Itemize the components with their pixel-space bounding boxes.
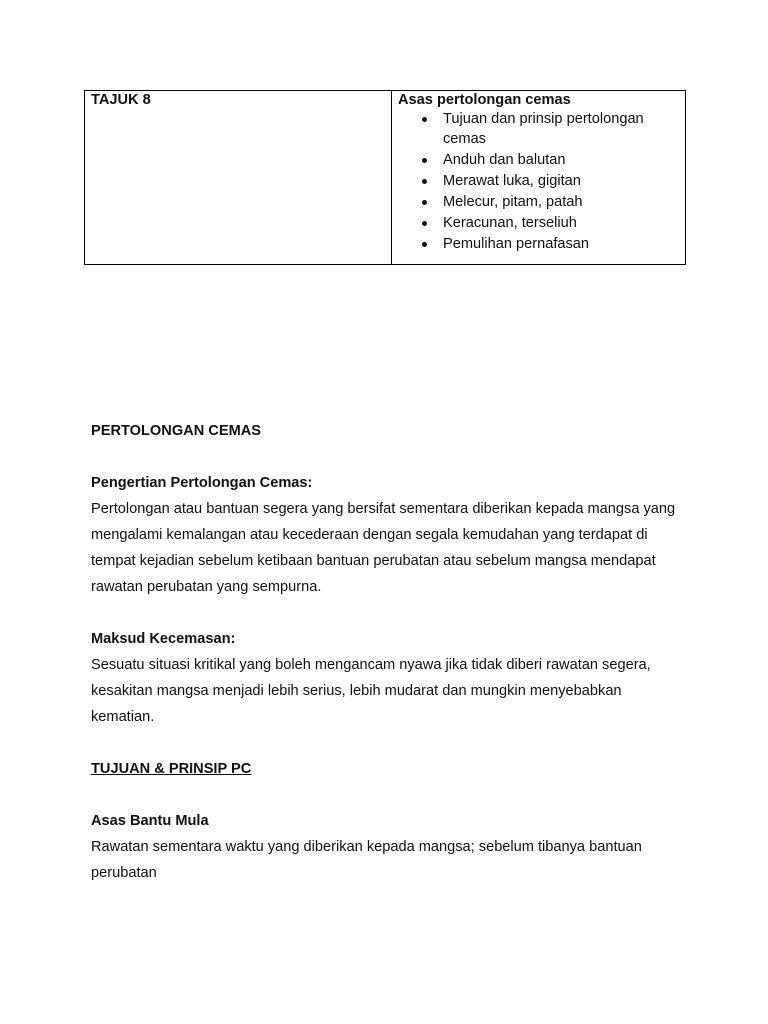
emergency-paragraph: Sesuatu situasi kritikal yang boleh mengancam nyawa jika tidak diberi rawatan segera, kesakitan mangsa menjadi lebih serius, lebih mudarat dan mungkin menyebabkan kematian. (91, 657, 651, 725)
topic-list-item: Anduh dan balutan (443, 151, 663, 171)
topic-list-item: Merawat luka, gigitan (443, 172, 663, 192)
topic-list (398, 110, 685, 254)
spacer (91, 782, 683, 808)
spacer (91, 600, 683, 626)
topic-list-item: Melecur, pitam, patah (443, 193, 663, 213)
emergency-heading: Maksud Kecemasan: (91, 631, 236, 647)
topic-table (84, 90, 686, 265)
topic-list-item: Keracunan, terseliuh (443, 214, 663, 234)
topic-row (85, 91, 686, 265)
topic-list-item: Pemulihan pernafasan (443, 235, 663, 255)
purpose-principle-heading: TUJUAN & PRINSIP PC (91, 761, 252, 777)
topic-label: TAJUK 8 (91, 92, 151, 108)
first-aid-basics-paragraph: Rawatan sementara waktu yang diberikan kepada mangsa; sebelum tibanya bantuan perubatan (91, 839, 642, 881)
first-aid-basics-heading: Asas Bantu Mula (91, 813, 209, 829)
topic-label-cell (85, 91, 392, 265)
definition-heading: Pengertian Pertolongan Cemas: (91, 475, 313, 491)
topic-list-item: Tujuan dan prinsip pertolongan cemas (443, 110, 663, 149)
topic-title: Asas pertolongan cemas (398, 92, 571, 108)
definition-paragraph: Pertolongan atau bantuan segera yang bersifat sementara diberikan kepada mangsa yang mengalami kemalangan atau kecederaan dengan segala kemudahan yang terdapat di tempat kejadian sebelum ketibaan bantuan perubatan atau sebelum mangsa mendapat rawatan perubatan yang sempurna. (91, 501, 676, 595)
spacer (91, 730, 683, 756)
spacer (91, 444, 683, 470)
topic-content-cell (392, 91, 686, 265)
main-heading: PERTOLONGAN CEMAS (91, 423, 262, 439)
document-body (91, 418, 683, 886)
